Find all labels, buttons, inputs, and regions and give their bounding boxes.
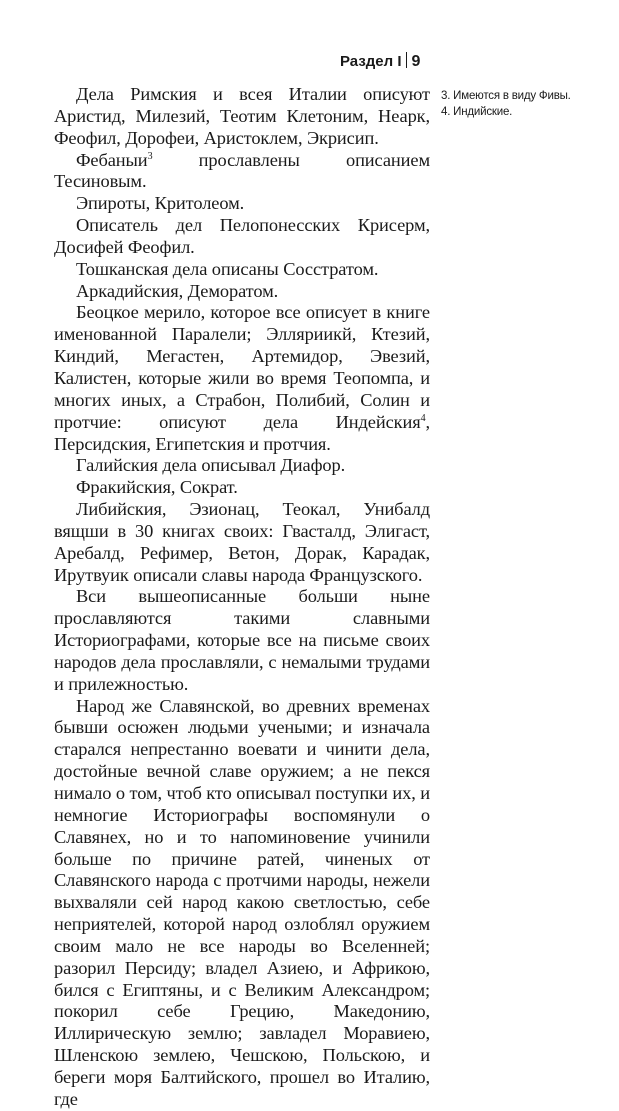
margin-note: 4. Индийские.: [441, 106, 513, 118]
paragraph-text: прославлены описанием Тесиновым.: [54, 149, 430, 192]
paragraph-text: Либийския, Эзионац, Теокал, Унибалд вящши в 30 книгах своих: Гвасталд, Элигаст, Аребалд, Рефимер, Ветон, Дорак, Карадак, Ирутвуик описали славы народа Французского.: [54, 499, 430, 585]
paragraph: [54, 696, 430, 1111]
paragraph: [54, 586, 430, 695]
paragraph-text: Эпироты, Критолеом.: [76, 193, 245, 214]
paragraph-text: Галийския дела описывал Диафор.: [76, 455, 346, 476]
header-divider: [406, 52, 407, 68]
margin-note: 3. Имеются в виду Фивы.: [441, 90, 571, 102]
paragraph: [54, 193, 430, 215]
margin-notes: [441, 88, 591, 120]
section-title: Раздел I: [340, 53, 402, 70]
page-number: 9: [411, 53, 421, 70]
paragraph: [54, 84, 430, 150]
paragraph: [54, 215, 430, 259]
paragraph-text: , Персидския, Египетския и протчия.: [54, 411, 430, 454]
footnote-marker: 4: [420, 412, 426, 424]
paragraph-text: Вси вышеописанные больши ныне прославляются такими славными Историографами, которые все на письме своих народов дела прославляли, с немалыми трудами и прилежностью.: [54, 586, 430, 694]
paragraph: [54, 281, 430, 303]
paragraph-text: Фракийския, Сократ.: [76, 477, 238, 498]
paragraph: [54, 302, 430, 455]
paragraph-text: Беоцкое мерило, которое все описует в книге именованной Паралели; Элляриикй, Ктезий, Киндий, Мегастен, Артемидор, Эвезий, Калистен, которые жили во время Теопомпа, и многих иных, а Страбон, Полибий, Солин и протчие: описуют дела Индейския: [54, 302, 430, 432]
paragraph-text: Народ же Славянской, во древних временах бывши осюжен людьми учеными; и изначала старался непрестанно воевати и чинити дела, достойные вечной славе оружием; а не пекся нимало о том, чтоб кто описывал поступки их, и немногие Историографы воспомянули о Славянех, но и то напоминовение учинили больше по причине ратей, чиненых от Славянского народа с протчими народы, нежели выхваляли сей народ какою светлостью, себе неприятелей, которой народ озлоблял оружием своим мало не все народы во Вселенней; разорил Персиду; владел Азиею, и Африкою, бился с Египтяны, и с Великим Александром; покорил себе Грецию, Македонию, Иллирическую землю; завладел Моравиею, Шленскою землею, Чешскою, Польскою, и береги моря Балтийского, прошел во Италию, где: [54, 695, 430, 1109]
paragraph: [54, 477, 430, 499]
paragraph-text: Описатель дел Пелопонесских Крисерм, Досифей Феофил.: [54, 215, 430, 257]
paragraph: [54, 499, 430, 586]
footnote-marker: 3: [147, 150, 153, 162]
paragraph-text: Фебаныи: [76, 149, 148, 170]
running-header: [340, 52, 490, 71]
main-text: [54, 84, 430, 1111]
paragraph-text: Аркадийския, Деморатом.: [76, 280, 279, 301]
paragraph: [54, 150, 430, 194]
paragraph-text: Тошканская дела описаны Сосстратом.: [76, 258, 379, 279]
paragraph: [54, 259, 430, 281]
paragraph-text: Дела Римския и всея Италии описуют Аристид, Милезий, Теотим Клетоним, Неарк, Феофил, Дорофеи, Аристоклем, Экрисип.: [54, 84, 430, 148]
paragraph: [54, 455, 430, 477]
